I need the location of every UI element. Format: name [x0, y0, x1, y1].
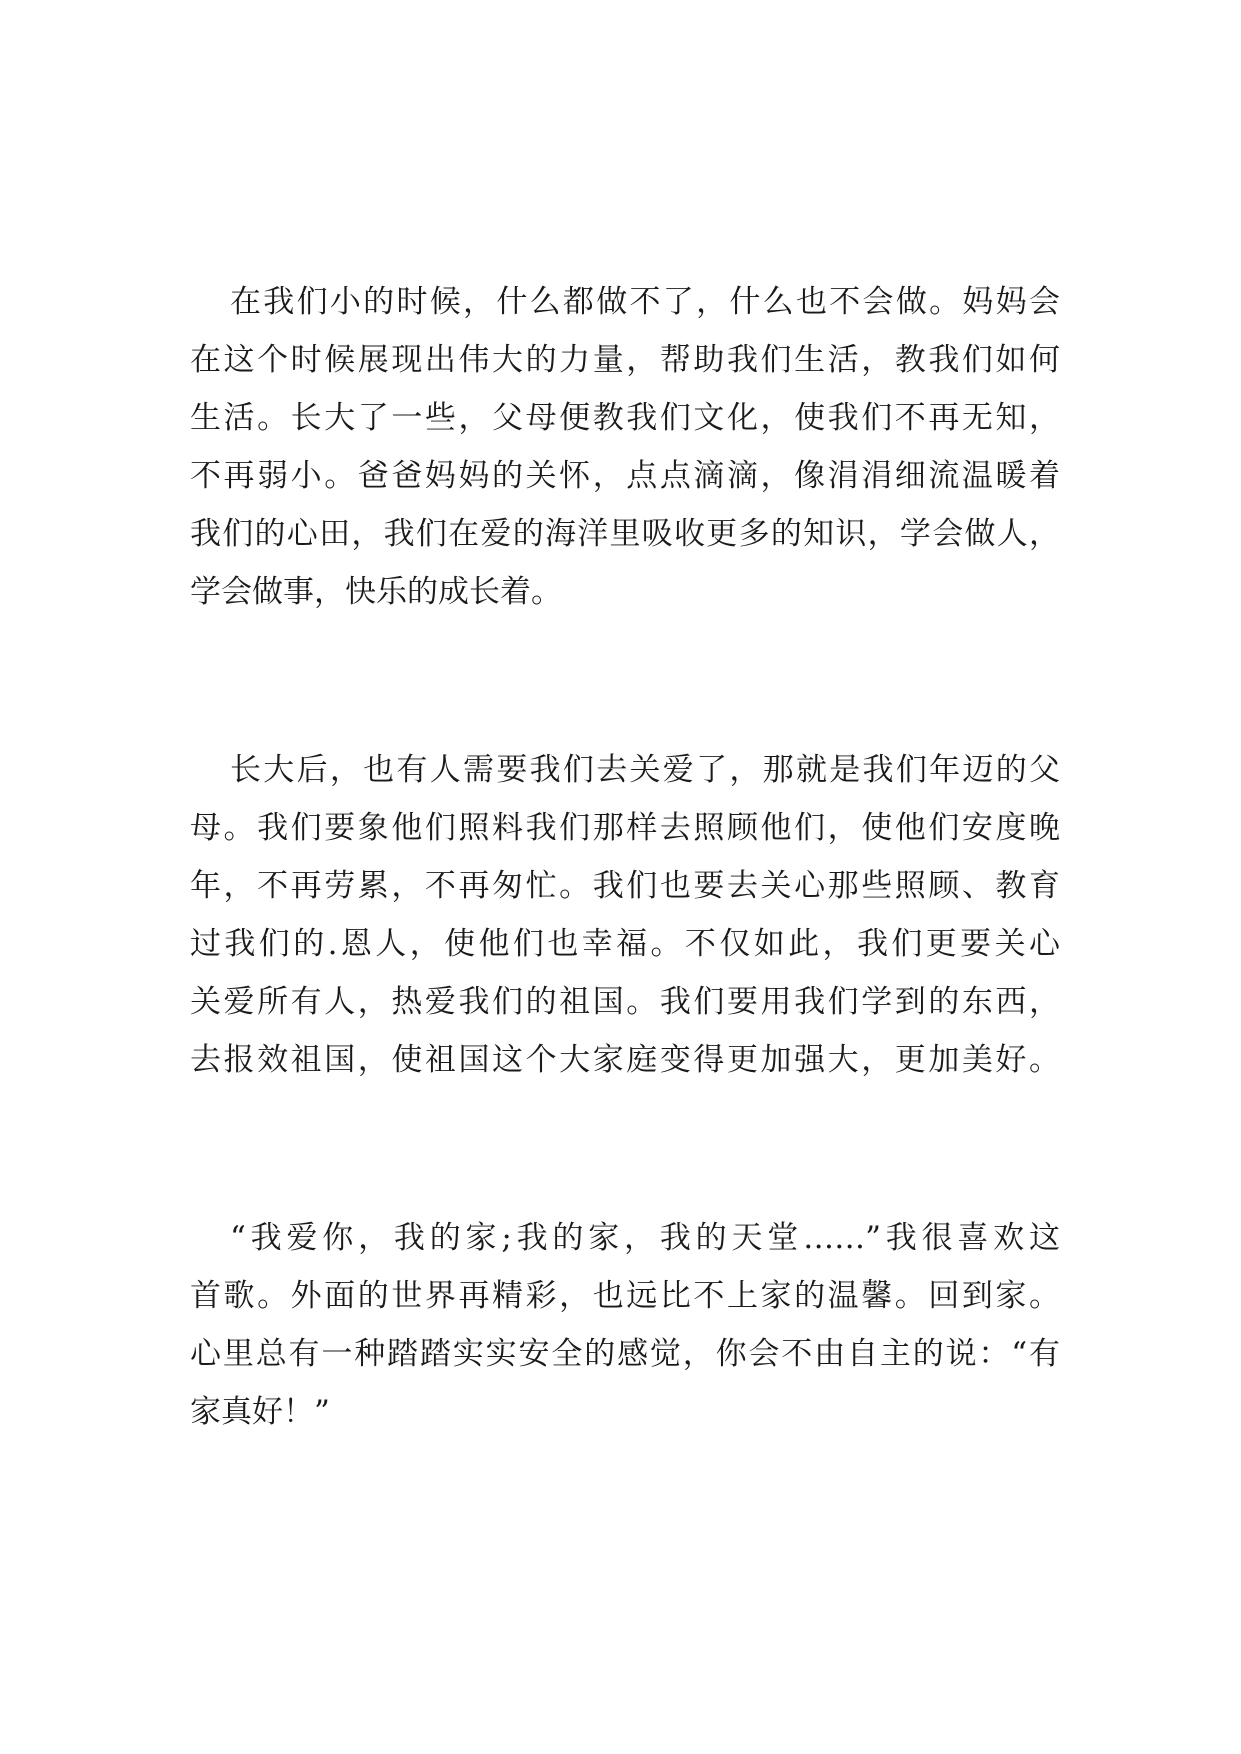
paragraph-line: 年，不再劳累，不再匆忙。我们也要去关心那些照顾、教育	[190, 868, 1060, 904]
paragraph-3	[190, 1209, 1060, 1441]
paragraph-line: 首歌。外面的世界再精彩，也远比不上家的温馨。回到家。	[190, 1278, 1060, 1314]
paragraph-1	[190, 273, 1060, 621]
paragraph-line: 生活。长大了一些，父母便教我们文化，使我们不再无知，	[190, 400, 1060, 436]
paragraph-line: 家真好！”	[190, 1394, 330, 1430]
paragraph-line: “我爱你，我的家;我的家，我的天堂……”我很喜欢这	[230, 1220, 1060, 1256]
paragraph-line: 去报效祖国，使祖国这个大家庭变得更加强大，更加美好。	[190, 1042, 1060, 1078]
paragraph-line: 学会做事，快乐的成长着。	[190, 574, 562, 610]
paragraph-line: 心里总有一种踏踏实实安全的感觉，你会不由自主的说：“有	[190, 1336, 1060, 1372]
paragraph-line: 在我们小的时候，什么都做不了，什么也不会做。妈妈会	[230, 284, 1060, 320]
paragraph-line: 过我们的.恩人，使他们也幸福。不仅如此，我们更要关心	[190, 926, 1060, 962]
paragraph-line: 在这个时候展现出伟大的力量，帮助我们生活，教我们如何	[190, 342, 1060, 378]
paragraph-line: 长大后，也有人需要我们去关爱了，那就是我们年迈的父	[230, 752, 1060, 788]
paragraph-2	[190, 741, 1060, 1089]
paragraph-line: 关爱所有人，热爱我们的祖国。我们要用我们学到的东西，	[190, 984, 1060, 1020]
paragraph-line: 我们的心田，我们在爱的海洋里吸收更多的知识，学会做人，	[190, 516, 1060, 552]
paragraph-line: 母。我们要象他们照料我们那样去照顾他们，使他们安度晚	[190, 810, 1060, 846]
paragraph-line: 不再弱小。爸爸妈妈的关怀，点点滴滴，像涓涓细流温暖着	[190, 458, 1060, 494]
